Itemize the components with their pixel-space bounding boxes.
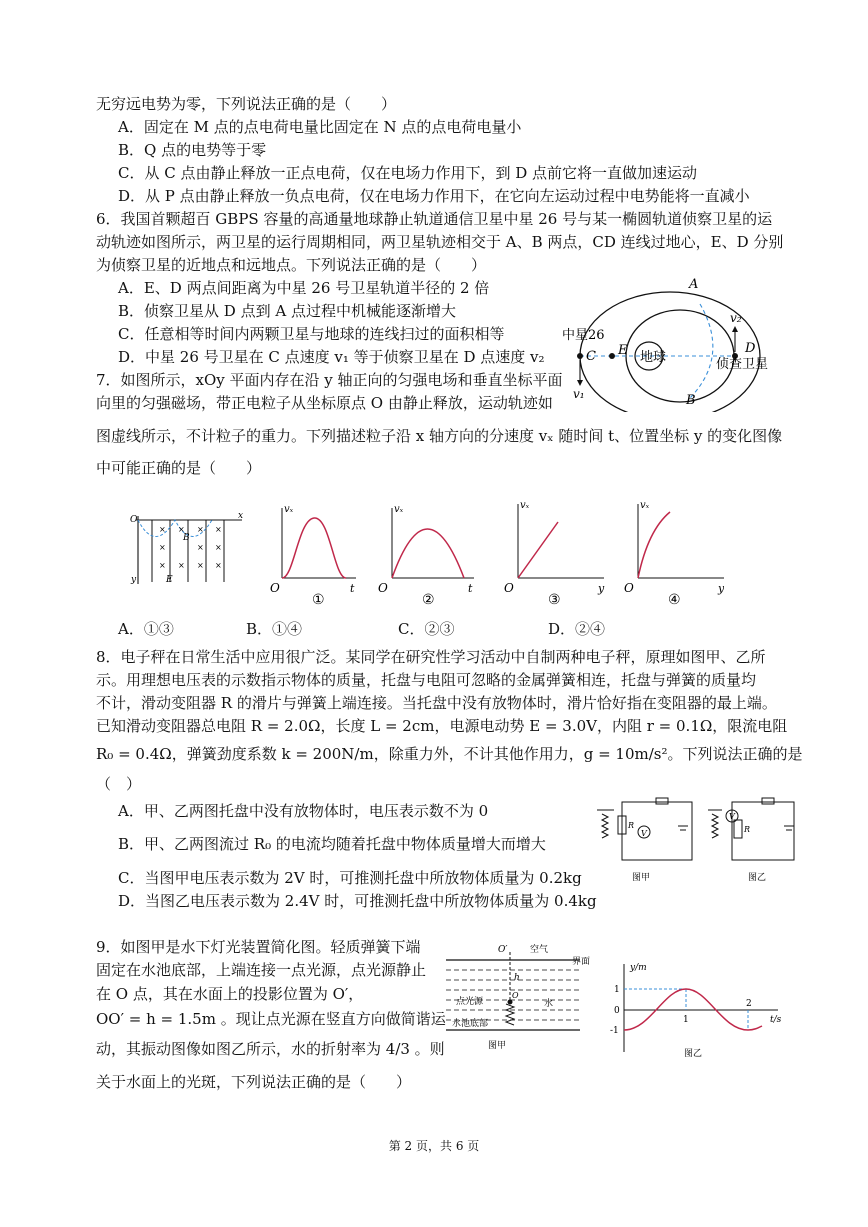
q8-option-d: D．当图乙电压表示数为 2.4V 时，可推测托盘中所放物体质量为 0.4kg: [118, 892, 597, 910]
q9-stem-5: 动，其振动图像如图乙所示，水的折射率为 4/3 。则: [96, 1040, 445, 1058]
svg-text:y: y: [131, 575, 137, 585]
svg-text:t: t: [468, 582, 473, 595]
fig-jia-label: 图甲: [632, 873, 651, 883]
svg-text:×: ×: [215, 561, 222, 570]
q7-stem-4: 中可能正确的是（ ）: [96, 459, 262, 477]
q8-stem-1: 8．电子秤在日常生活中应用很广泛。某同学在研究性学习活动中自制两种电子秤，原理如图甲、乙所: [96, 648, 766, 666]
svg-text:-1: -1: [610, 1026, 619, 1036]
fig-a-caption: 图甲: [488, 1041, 507, 1051]
label-b: B: [686, 393, 696, 408]
svg-text:vₓ: vₓ: [284, 504, 294, 515]
q9-stem-1: 9．如图甲是水下灯光装置简化图。轻质弹簧下端: [96, 938, 421, 956]
svg-text:×: ×: [159, 543, 166, 552]
svg-text:×: ×: [197, 561, 204, 570]
q8-stem-2: 示。用理想电压表的示数指示物体的质量，托盘与电阻可忽略的金属弹簧相连，托盘与弹簧的质量均: [96, 671, 757, 689]
q5-option-d: D．从 P 点由静止释放一负点电荷，仅在电场力作用下，在它向左运动过程中电势能将一直减小: [118, 187, 750, 205]
water-label: 水: [544, 999, 554, 1009]
q8-option-a: A．甲、乙两图托盘中没有放物体时，电压表示数不为 0: [118, 802, 489, 820]
page-footer: 第 2 页，共 6 页: [388, 1139, 480, 1153]
earth-label: 地球: [640, 350, 667, 365]
geostationary-orbit: [580, 292, 760, 412]
graph-1: [270, 504, 356, 608]
svg-text:×: ×: [159, 525, 166, 534]
svg-text:t: t: [350, 582, 355, 595]
fig-yi-label: 图乙: [748, 873, 767, 883]
svg-text:B: B: [183, 533, 190, 543]
svg-text:vₓ: vₓ: [520, 500, 530, 511]
q7-option-c: C．②③: [398, 620, 455, 638]
q8-stem-4: 已知滑动变阻器总电阻 R = 2.0Ω，长度 L = 2cm，电源电动势 E = 3.0V，内阻 r = 0.1Ω，限流电阻: [96, 717, 788, 735]
svg-text:V: V: [641, 829, 647, 838]
q5-option-b: B．Q 点的电势等于零: [118, 141, 267, 159]
q5-option-a: A．固定在 M 点的点电荷电量比固定在 N 点的点电荷电量小: [118, 118, 522, 136]
graph-2-label: ②: [422, 592, 435, 608]
svg-text:×: ×: [178, 525, 185, 534]
q6-option-a: A．E、D 两点间距离为中星 26 号卫星轨道半径的 2 倍: [118, 279, 490, 297]
graph-4-label: ④: [668, 592, 681, 608]
svg-text:x: x: [238, 511, 244, 521]
svg-text:O: O: [504, 581, 514, 595]
interface-label: 界面: [572, 957, 591, 967]
q7-option-d: D．②④: [548, 620, 606, 638]
x-axis-label: t/s: [770, 1015, 782, 1025]
q8-option-b: B．甲、乙两图流过 R₀ 的电流均随着托盘中物体质量增大而增大: [118, 835, 546, 853]
o-label: O: [512, 991, 519, 1000]
fig-b-caption: 图乙: [684, 1049, 703, 1059]
sat1-label: 中星26: [562, 328, 605, 343]
svg-text:vₓ: vₓ: [640, 500, 650, 511]
graph-3: [504, 500, 605, 608]
svg-text:O: O: [270, 581, 280, 595]
svg-text:1: 1: [614, 985, 620, 995]
q6-orbit-figure: [560, 272, 800, 412]
q9-vibration-graph: [610, 960, 790, 1060]
q9-pool-figure: [440, 940, 600, 1060]
svg-text:O: O: [624, 581, 634, 595]
q5-stem-end: 无穷远电势为零，下列说法正确的是（ ）: [96, 95, 397, 113]
label-c: C: [586, 349, 596, 364]
q7-stem-2: 向里的匀强磁场，带正电粒子从坐标原点 O 由静止释放，运动轨迹如: [96, 394, 553, 412]
h-label: h: [514, 973, 520, 983]
svg-text:V: V: [729, 812, 735, 821]
q7-field-figure: [130, 508, 250, 588]
source-label: 点光源: [456, 997, 484, 1007]
q8-stem-5: R₀ = 0.4Ω，弹簧劲度系数 k = 200N/m，除重力外，不计其他作用力，g = 10m/s²。下列说法正确的是: [96, 745, 803, 763]
svg-text:vₓ: vₓ: [394, 504, 404, 515]
q7-option-b: B．①④: [246, 620, 303, 638]
q9-stem-4: OO′ = h = 1.5m 。现让点光源在竖直方向做简谐运: [96, 1010, 446, 1028]
svg-text:2: 2: [746, 999, 752, 1009]
graph-4: [624, 500, 724, 608]
svg-text:1: 1: [683, 1015, 689, 1025]
sat2-label: 侦查卫星: [716, 357, 769, 372]
q7-option-a: A．①③: [118, 620, 174, 638]
svg-text:E: E: [166, 575, 173, 585]
q7-stem-1: 7．如图所示，xOy 平面内存在沿 y 轴正向的匀强电场和垂直坐标平面: [96, 371, 563, 389]
q6-option-d: D．中星 26 号卫星在 C 点速度 v₁ 等于侦察卫星在 D 点速度 v₂: [118, 348, 545, 366]
svg-text:O: O: [378, 581, 388, 595]
q6-stem-1: 6．我国首颗超百 GBPS 容量的高通量地球静止轨道通信卫星中星 26 号与某一椭圆轨道侦察卫星的运: [96, 210, 773, 228]
q8-circuit-figures: [592, 792, 812, 884]
v1-label: v₁: [573, 387, 585, 401]
svg-text:R: R: [744, 825, 751, 834]
svg-text:O: O: [130, 515, 138, 525]
svg-text:×: ×: [159, 561, 166, 570]
air-label: 空气: [530, 945, 549, 955]
q6-stem-2: 动轨迹如图所示，两卫星的运行周期相同，两卫星轨迹相交于 A、B 两点，CD 连线过地心，E、D 分别: [96, 233, 784, 251]
v2-label: v₂: [730, 311, 742, 325]
y-axis-label: y/m: [630, 963, 647, 973]
graph-3-label: ③: [548, 592, 561, 608]
svg-text:×: ×: [215, 543, 222, 552]
q7-stem-3: 图虚线所示，不计粒子的重力。下列描述粒子沿 x 轴方向的分速度 vₓ 随时间 t、位置坐标 y 的变化图像: [96, 427, 783, 445]
label-e: E: [618, 343, 628, 358]
q9-stem-2: 固定在水池底部，上端连接一点光源，点光源静止: [96, 961, 427, 979]
bottom-label: 水池底部: [452, 1019, 489, 1029]
q5-option-c: C．从 C 点由静止释放一正点电荷，仅在电场力作用下，到 D 点前它将一直做加速运动: [118, 164, 698, 182]
q9-stem-3: 在 O 点，其在水面上的投影位置为 O′，: [96, 985, 364, 1003]
svg-text:×: ×: [215, 525, 222, 534]
q6-option-b: B．侦察卫星从 D 点到 A 点过程中机械能逐渐增大: [118, 302, 456, 320]
q6-option-c: C．任意相等时间内两颗卫星与地球的连线扫过的面积相等: [118, 325, 505, 343]
svg-text:×: ×: [197, 543, 204, 552]
q8-stem-3: 不计，滑动变阻器 R 的滑片与弹簧上端连接。当托盘中没有放物体时，滑片恰好指在变阻器的最上端。: [96, 694, 777, 712]
svg-text:0: 0: [614, 1006, 620, 1016]
q9-op-label: O′: [498, 945, 508, 955]
graph-2: [378, 504, 474, 608]
q9-stem-6: 关于水面上的光斑，下列说法正确的是（ ）: [96, 1073, 412, 1091]
q8-option-c: C．当图甲电压表示数为 2V 时，可推测托盘中所放物体质量为 0.2kg: [118, 869, 582, 887]
svg-text:y: y: [718, 582, 724, 595]
label-d: D: [745, 341, 756, 356]
q6-stem-3: 为侦察卫星的近地点和远地点。下列说法正确的是（ ）: [96, 256, 487, 274]
q7-graphs: [264, 500, 724, 610]
svg-text:×: ×: [197, 525, 204, 534]
svg-text:R: R: [628, 821, 635, 830]
graph-1-label: ①: [312, 592, 325, 608]
q8-stem-6: （ ）: [96, 775, 142, 793]
svg-text:y: y: [598, 582, 605, 595]
label-a: A: [689, 277, 699, 292]
svg-text:×: ×: [178, 561, 185, 570]
